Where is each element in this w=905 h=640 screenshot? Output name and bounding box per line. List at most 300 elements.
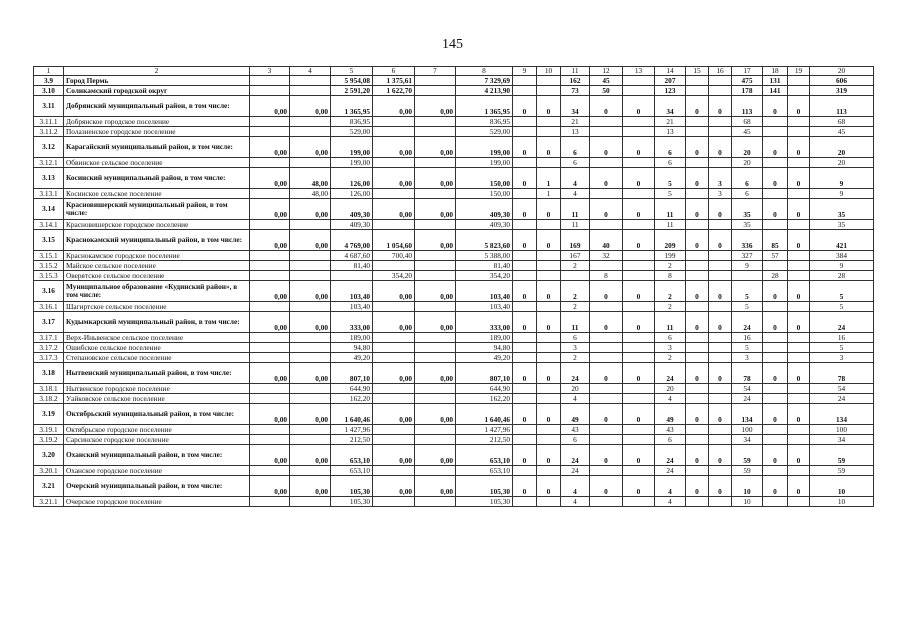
count-cell	[537, 302, 561, 312]
value-cell	[415, 251, 456, 261]
count-cell: 134	[810, 404, 874, 425]
value-cell: 0,00	[373, 363, 415, 384]
value-cell	[415, 76, 456, 86]
count-cell	[561, 271, 590, 281]
count-cell	[623, 158, 655, 168]
count-cell: 4	[561, 497, 590, 507]
count-cell: 0	[590, 476, 623, 497]
value-cell	[415, 271, 456, 281]
row-number-cell: 3.10	[34, 86, 64, 96]
column-header: 6	[373, 67, 415, 76]
column-header: 1	[34, 67, 64, 76]
count-cell: 0	[686, 363, 709, 384]
count-cell	[623, 384, 655, 394]
count-cell: 78	[732, 363, 763, 384]
value-cell: 199,00	[456, 158, 513, 168]
count-cell: 59	[732, 445, 763, 466]
count-cell: 134	[732, 404, 763, 425]
count-cell	[623, 261, 655, 271]
count-cell	[623, 189, 655, 199]
count-cell	[537, 76, 561, 86]
row-name-cell: Соликамский городской округ	[64, 86, 250, 96]
count-cell: 0	[513, 476, 537, 497]
value-cell	[290, 343, 331, 353]
count-cell	[709, 333, 732, 343]
table-row	[34, 137, 874, 158]
row-number-cell: 3.9	[34, 76, 64, 86]
count-cell: 6	[655, 435, 686, 445]
value-cell: 199,00	[331, 158, 373, 168]
row-number-cell: 3.16	[34, 281, 64, 302]
row-number-cell: 3.18	[34, 363, 64, 384]
value-cell: 103,40	[456, 281, 513, 302]
value-cell: 807,10	[456, 363, 513, 384]
count-cell	[763, 497, 788, 507]
column-header: 8	[456, 67, 513, 76]
value-cell: 0,00	[250, 404, 290, 425]
count-cell: 0	[513, 281, 537, 302]
table-row	[34, 425, 874, 435]
count-cell	[590, 343, 623, 353]
count-cell: 32	[590, 251, 623, 261]
count-cell	[686, 435, 709, 445]
count-cell: 0	[590, 445, 623, 466]
count-cell	[513, 435, 537, 445]
count-cell: 0	[513, 230, 537, 251]
count-cell: 0	[590, 168, 623, 189]
count-cell: 2	[561, 302, 590, 312]
count-cell: 0	[763, 312, 788, 333]
table-row	[34, 168, 874, 189]
count-cell	[788, 425, 810, 435]
count-cell: 0	[686, 281, 709, 302]
count-cell	[590, 425, 623, 435]
count-cell	[537, 86, 561, 96]
count-cell: 0	[513, 168, 537, 189]
row-name-cell: Сарсинское городское поселение	[64, 435, 250, 445]
count-cell: 45	[732, 127, 763, 137]
value-cell	[250, 394, 290, 404]
value-cell: 0,00	[415, 199, 456, 220]
column-number-row	[34, 67, 874, 76]
table-row	[34, 394, 874, 404]
count-cell: 4	[561, 476, 590, 497]
column-header: 11	[561, 67, 590, 76]
count-cell	[513, 127, 537, 137]
row-name-cell: Нытвенский муниципальный район, в том числе:	[64, 363, 250, 384]
count-cell: 113	[810, 96, 874, 117]
count-cell: 35	[732, 220, 763, 230]
count-cell: 0	[763, 199, 788, 220]
value-cell: 189,00	[456, 333, 513, 343]
value-cell: 48,00	[290, 189, 331, 199]
value-cell: 94,80	[456, 343, 513, 353]
row-number-cell: 3.19.1	[34, 425, 64, 435]
value-cell	[290, 158, 331, 168]
count-cell: 0	[788, 404, 810, 425]
value-cell: 0,00	[415, 363, 456, 384]
value-cell: 126,00	[331, 168, 373, 189]
count-cell: 0	[686, 445, 709, 466]
count-cell: 4	[655, 476, 686, 497]
count-cell	[623, 127, 655, 137]
count-cell	[788, 158, 810, 168]
count-cell	[686, 343, 709, 353]
row-number-cell: 3.13.1	[34, 189, 64, 199]
table-row	[34, 76, 874, 86]
column-header: 10	[537, 67, 561, 76]
count-cell: 0	[686, 199, 709, 220]
count-cell: 0	[537, 404, 561, 425]
row-number-cell: 3.15	[34, 230, 64, 251]
row-number-cell: 3.20.1	[34, 466, 64, 476]
table-row	[34, 353, 874, 363]
value-cell: 0,00	[415, 476, 456, 497]
row-name-cell: Октябрьское городское поселение	[64, 425, 250, 435]
table-row	[34, 363, 874, 384]
value-cell: 529,00	[331, 127, 373, 137]
count-cell: 10	[810, 476, 874, 497]
value-cell	[250, 127, 290, 137]
value-cell	[250, 353, 290, 363]
table-row	[34, 445, 874, 466]
value-cell	[373, 158, 415, 168]
count-cell	[590, 466, 623, 476]
value-cell: 1 427,96	[456, 425, 513, 435]
value-cell: 0,00	[415, 137, 456, 158]
count-cell: 0	[709, 404, 732, 425]
count-cell: 0	[537, 230, 561, 251]
table-row	[34, 435, 874, 445]
value-cell	[290, 466, 331, 476]
value-cell: 1 427,96	[331, 425, 373, 435]
table-row	[34, 199, 874, 220]
count-cell	[537, 497, 561, 507]
count-cell: 6	[655, 333, 686, 343]
count-cell	[513, 425, 537, 435]
value-cell: 1 365,95	[331, 96, 373, 117]
count-cell	[513, 220, 537, 230]
count-cell: 10	[810, 497, 874, 507]
count-cell: 0	[590, 312, 623, 333]
value-cell: 0,00	[290, 96, 331, 117]
count-cell: 34	[732, 435, 763, 445]
count-cell: 0	[788, 230, 810, 251]
count-cell: 4	[655, 497, 686, 507]
count-cell: 13	[561, 127, 590, 137]
value-cell	[250, 271, 290, 281]
value-cell: 0,00	[250, 476, 290, 497]
value-cell: 409,30	[456, 220, 513, 230]
value-cell	[290, 435, 331, 445]
count-cell	[513, 261, 537, 271]
value-cell: 0,00	[373, 404, 415, 425]
value-cell: 7 329,69	[456, 76, 513, 86]
count-cell	[623, 394, 655, 404]
count-cell: 0	[623, 281, 655, 302]
row-number-cell: 3.13	[34, 168, 64, 189]
value-cell	[415, 261, 456, 271]
count-cell: 384	[810, 251, 874, 261]
count-cell: 34	[561, 96, 590, 117]
count-cell: 169	[561, 230, 590, 251]
count-cell	[537, 117, 561, 127]
count-cell: 0	[763, 137, 788, 158]
count-cell	[623, 76, 655, 86]
value-cell: 2 591,20	[331, 86, 373, 96]
count-cell	[788, 220, 810, 230]
column-header: 16	[709, 67, 732, 76]
row-name-cell: Карагайский муниципальный район, в том числе:	[64, 137, 250, 158]
count-cell: 0	[623, 363, 655, 384]
table-row	[34, 158, 874, 168]
value-cell	[250, 343, 290, 353]
count-cell: 9	[810, 261, 874, 271]
row-number-cell: 3.17.1	[34, 333, 64, 343]
count-cell	[763, 189, 788, 199]
value-cell: 529,00	[456, 127, 513, 137]
value-cell	[415, 425, 456, 435]
value-cell	[290, 220, 331, 230]
count-cell: 24	[810, 394, 874, 404]
count-cell: 336	[732, 230, 763, 251]
count-cell	[763, 394, 788, 404]
column-header: 4	[290, 67, 331, 76]
count-cell	[788, 271, 810, 281]
row-number-cell: 3.15.2	[34, 261, 64, 271]
row-number-cell: 3.11.2	[34, 127, 64, 137]
column-header: 5	[331, 67, 373, 76]
row-name-cell: Полазненское городское поселение	[64, 127, 250, 137]
count-cell: 421	[810, 230, 874, 251]
count-cell	[788, 251, 810, 261]
value-cell: 0,00	[373, 168, 415, 189]
count-cell	[513, 158, 537, 168]
value-cell: 354,20	[373, 271, 415, 281]
row-name-cell: Майское сельское поселение	[64, 261, 250, 271]
count-cell	[590, 394, 623, 404]
count-cell	[686, 189, 709, 199]
value-cell: 4 687,60	[331, 251, 373, 261]
count-cell: 6	[561, 158, 590, 168]
count-cell: 0	[763, 445, 788, 466]
count-cell	[590, 333, 623, 343]
table-body	[34, 67, 874, 507]
row-number-cell: 3.14	[34, 199, 64, 220]
count-cell: 0	[763, 96, 788, 117]
count-cell: 0	[686, 168, 709, 189]
value-cell	[415, 435, 456, 445]
value-cell: 700,40	[373, 251, 415, 261]
value-cell	[373, 353, 415, 363]
row-name-cell: Красновишерское городское поселение	[64, 220, 250, 230]
count-cell: 68	[732, 117, 763, 127]
value-cell	[415, 220, 456, 230]
count-cell	[709, 251, 732, 261]
value-cell	[373, 189, 415, 199]
count-cell	[709, 384, 732, 394]
column-header: 15	[686, 67, 709, 76]
value-cell: 162,20	[331, 394, 373, 404]
count-cell: 11	[561, 312, 590, 333]
count-cell	[709, 497, 732, 507]
value-cell: 644,90	[331, 384, 373, 394]
count-cell	[763, 353, 788, 363]
count-cell	[537, 466, 561, 476]
row-number-cell: 3.17.2	[34, 343, 64, 353]
value-cell	[373, 384, 415, 394]
count-cell	[763, 158, 788, 168]
count-cell: 59	[810, 445, 874, 466]
count-cell: 0	[623, 199, 655, 220]
column-header: 9	[513, 67, 537, 76]
value-cell	[250, 466, 290, 476]
count-cell: 207	[655, 76, 686, 86]
count-cell: 16	[810, 333, 874, 343]
count-cell: 43	[655, 425, 686, 435]
count-cell	[709, 394, 732, 404]
count-cell: 2	[655, 353, 686, 363]
count-cell: 35	[810, 220, 874, 230]
count-cell	[513, 302, 537, 312]
count-cell: 5	[732, 343, 763, 353]
count-cell	[686, 271, 709, 281]
count-cell: 21	[561, 117, 590, 127]
value-cell: 0,00	[290, 476, 331, 497]
value-cell: 0,00	[290, 404, 331, 425]
row-name-cell: Краснокамское городское поселение	[64, 251, 250, 261]
row-name-cell: Косинское сельское поселение	[64, 189, 250, 199]
count-cell: 0	[513, 404, 537, 425]
count-cell	[788, 86, 810, 96]
count-cell: 0	[686, 476, 709, 497]
count-cell	[788, 394, 810, 404]
count-cell: 1	[537, 168, 561, 189]
value-cell	[290, 353, 331, 363]
count-cell: 5	[655, 189, 686, 199]
count-cell	[788, 497, 810, 507]
count-cell: 20	[732, 158, 763, 168]
count-cell: 0	[590, 363, 623, 384]
value-cell: 0,00	[415, 404, 456, 425]
count-cell	[709, 76, 732, 86]
count-cell	[537, 261, 561, 271]
value-cell: 105,30	[331, 476, 373, 497]
value-cell: 0,00	[373, 96, 415, 117]
count-cell: 0	[590, 96, 623, 117]
count-cell: 0	[513, 137, 537, 158]
count-cell	[513, 251, 537, 261]
count-cell	[763, 435, 788, 445]
column-header: 20	[810, 67, 874, 76]
count-cell: 0	[623, 312, 655, 333]
count-cell: 20	[810, 137, 874, 158]
value-cell	[250, 302, 290, 312]
count-cell: 0	[537, 445, 561, 466]
count-cell	[590, 435, 623, 445]
count-cell: 59	[810, 466, 874, 476]
value-cell	[250, 86, 290, 96]
count-cell: 28	[810, 271, 874, 281]
value-cell	[415, 158, 456, 168]
count-cell: 54	[732, 384, 763, 394]
table-row	[34, 127, 874, 137]
count-cell: 0	[513, 96, 537, 117]
value-cell	[290, 394, 331, 404]
count-cell: 6	[655, 137, 686, 158]
value-cell	[290, 127, 331, 137]
row-number-cell: 3.20	[34, 445, 64, 466]
value-cell: 0,00	[250, 312, 290, 333]
count-cell	[788, 353, 810, 363]
row-name-cell: Оханский муниципальный район, в том числе:	[64, 445, 250, 466]
count-cell: 0	[709, 312, 732, 333]
count-cell: 13	[655, 127, 686, 137]
value-cell: 1 054,60	[373, 230, 415, 251]
count-cell	[709, 435, 732, 445]
count-cell	[763, 127, 788, 137]
count-cell: 319	[810, 86, 874, 96]
value-cell: 5 388,00	[456, 251, 513, 261]
count-cell	[513, 117, 537, 127]
count-cell: 0	[537, 96, 561, 117]
count-cell: 0	[788, 281, 810, 302]
count-cell: 0	[788, 96, 810, 117]
value-cell: 653,10	[331, 445, 373, 466]
count-cell: 4	[561, 189, 590, 199]
count-cell: 28	[763, 271, 788, 281]
value-cell: 653,10	[456, 445, 513, 466]
count-cell	[537, 384, 561, 394]
count-cell	[537, 220, 561, 230]
table-row	[34, 312, 874, 333]
count-cell: 0	[709, 230, 732, 251]
value-cell: 4 769,00	[331, 230, 373, 251]
row-name-cell: Верх-Иньвенское сельское поселение	[64, 333, 250, 343]
value-cell: 0,00	[250, 168, 290, 189]
count-cell	[763, 466, 788, 476]
value-cell: 0,00	[415, 281, 456, 302]
count-cell	[590, 220, 623, 230]
value-cell: 4 213,90	[456, 86, 513, 96]
value-cell: 1 622,70	[373, 86, 415, 96]
table-row	[34, 404, 874, 425]
value-cell	[290, 333, 331, 343]
count-cell	[788, 302, 810, 312]
count-cell: 78	[810, 363, 874, 384]
count-cell: 100	[732, 425, 763, 435]
row-number-cell: 3.15.3	[34, 271, 64, 281]
count-cell: 0	[763, 404, 788, 425]
count-cell	[590, 497, 623, 507]
value-cell: 94,80	[331, 343, 373, 353]
value-cell: 212,50	[331, 435, 373, 445]
count-cell	[590, 127, 623, 137]
count-cell	[686, 497, 709, 507]
count-cell: 57	[763, 251, 788, 261]
value-cell: 0,00	[415, 96, 456, 117]
value-cell: 0,00	[373, 445, 415, 466]
count-cell	[623, 251, 655, 261]
value-cell: 150,00	[456, 189, 513, 199]
value-cell	[415, 394, 456, 404]
table-row	[34, 343, 874, 353]
count-cell	[709, 353, 732, 363]
value-cell: 0,00	[250, 137, 290, 158]
value-cell	[415, 302, 456, 312]
value-cell	[415, 343, 456, 353]
value-cell	[415, 189, 456, 199]
